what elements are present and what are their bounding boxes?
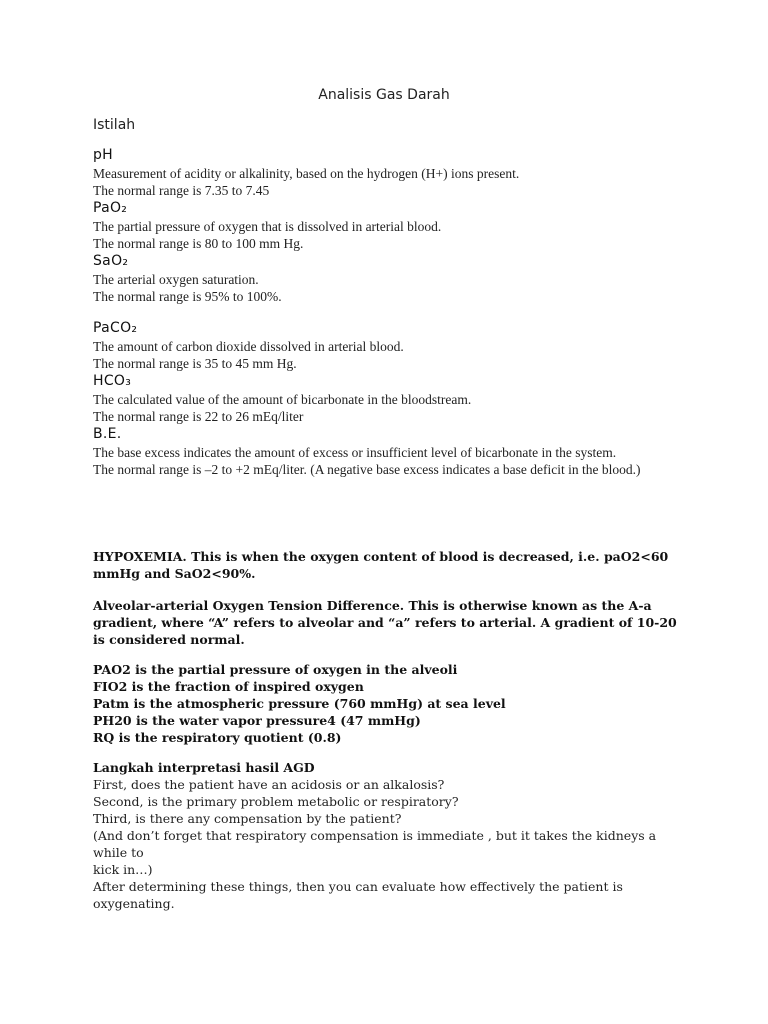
term-name: PaO₂ bbox=[93, 200, 128, 216]
term-base-excess bbox=[93, 425, 693, 478]
term-paco2 bbox=[93, 319, 693, 372]
term-description: The base excess indicates the amount of excess or insufficient level of bicarbonate in the system. bbox=[93, 445, 617, 460]
hypoxemia-paragraph bbox=[93, 548, 683, 582]
term-normal-range: The normal range is 80 to 100 mm Hg. bbox=[93, 236, 304, 251]
step-line: Second, is the primary problem metabolic or respiratory? bbox=[93, 794, 459, 809]
term-normal-range: The normal range is 95% to 100%. bbox=[93, 289, 282, 304]
term-description: The arterial oxygen saturation. bbox=[93, 272, 259, 287]
term-normal-range: The normal range is –2 to +2 mEq/liter. (A negative base excess indicates a base deficit in the blood.) bbox=[93, 462, 641, 477]
term-normal-range: The normal range is 35 to 45 mm Hg. bbox=[93, 356, 297, 371]
term-ph bbox=[93, 146, 693, 199]
document-title: Analisis Gas Darah bbox=[318, 87, 450, 103]
terms-list bbox=[93, 146, 693, 478]
term-sao2 bbox=[93, 252, 693, 305]
alveolar-text: Alveolar-arterial Oxygen Tension Difference. This is otherwise known as the A-a gradient, where “A” refers to alveolar and “a” refers to arterial. A gradient of 10-20 is considered normal. bbox=[93, 598, 677, 647]
steps-heading: Langkah interpretasi hasil AGD bbox=[93, 760, 315, 775]
definition-item: FIO2 is the fraction of inspired oxygen bbox=[93, 679, 364, 694]
definition-item: PAO2 is the partial pressure of oxygen in the alveoli bbox=[93, 662, 458, 677]
term-normal-range: The normal range is 7.35 to 7.45 bbox=[93, 183, 270, 198]
term-hco3 bbox=[93, 372, 693, 425]
alveolar-paragraph bbox=[93, 597, 683, 648]
hypoxemia-text: HYPOXEMIA. This is when the oxygen content of blood is decreased, i.e. paO2<60 mmHg and SaO2<90%. bbox=[93, 549, 669, 581]
term-name: HCO₃ bbox=[93, 373, 132, 389]
definition-item: PH20 is the water vapor pressure4 (47 mmHg) bbox=[93, 713, 421, 728]
term-name: SaO₂ bbox=[93, 253, 129, 269]
section-heading-istilah: Istilah bbox=[93, 117, 136, 133]
term-name: PaCO₂ bbox=[93, 320, 138, 336]
term-normal-range: The normal range is 22 to 26 mEq/liter bbox=[93, 409, 304, 424]
definition-item: Patm is the atmospheric pressure (760 mmHg) at sea level bbox=[93, 696, 506, 711]
step-line: Third, is there any compensation by the patient? bbox=[93, 811, 402, 826]
term-pao2 bbox=[93, 199, 693, 252]
term-description: The calculated value of the amount of bicarbonate in the bloodstream. bbox=[93, 392, 472, 407]
term-description: The partial pressure of oxygen that is dissolved in arterial blood. bbox=[93, 219, 442, 234]
definitions-list bbox=[93, 661, 683, 746]
term-description: Measurement of acidity or alkalinity, based on the hydrogen (H+) ions present. bbox=[93, 166, 520, 181]
term-name: B.E. bbox=[93, 426, 122, 442]
term-description: The amount of carbon dioxide dissolved in arterial blood. bbox=[93, 339, 404, 354]
term-name: pH bbox=[93, 147, 114, 163]
definition-item: RQ is the respiratory quotient (0.8) bbox=[93, 730, 342, 745]
step-line: First, does the patient have an acidosis or an alkalosis? bbox=[93, 777, 445, 792]
step-line: (And don’t forget that respiratory compensation is immediate , but it takes the kidneys a while to bbox=[93, 828, 657, 860]
step-line: After determining these things, then you can evaluate how effectively the patient is oxygenating. bbox=[93, 879, 623, 911]
step-line: kick in…) bbox=[93, 862, 153, 877]
interpretation-steps bbox=[93, 759, 683, 912]
